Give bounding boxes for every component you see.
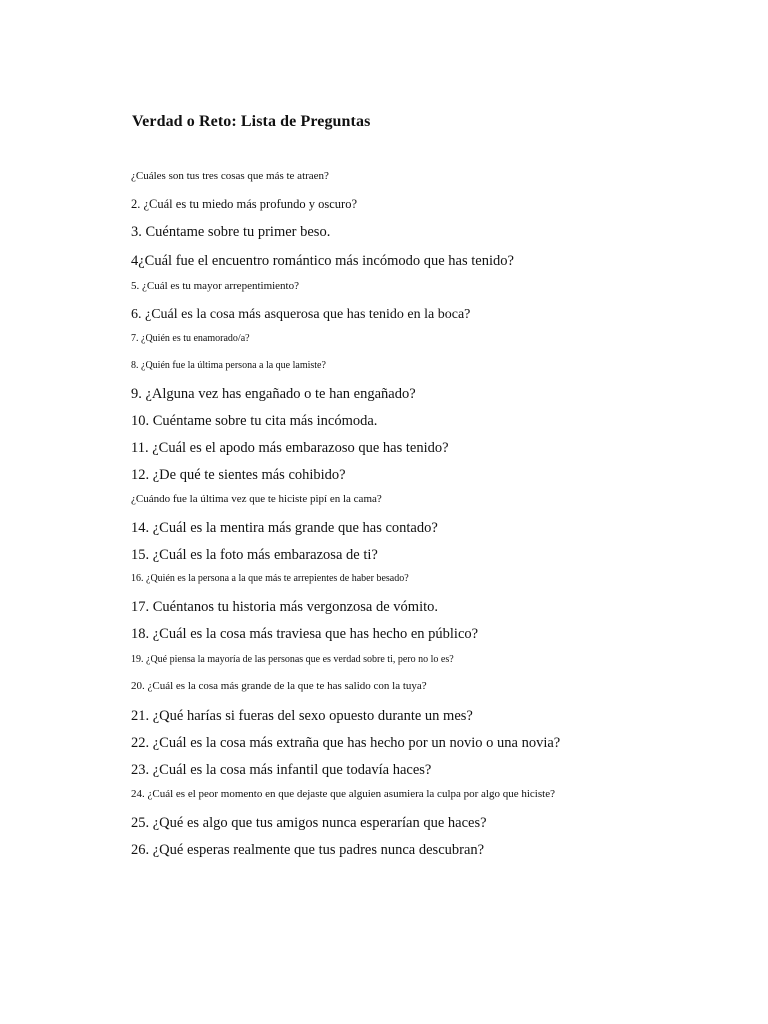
question-item: 3. Cuéntame sobre tu primer beso. [131, 224, 331, 240]
question-item: 14. ¿Cuál es la mentira más grande que has contado? [131, 520, 438, 536]
question-item: 4¿Cuál fue el encuentro romántico más incómodo que has tenido? [131, 253, 514, 269]
question-item: 15. ¿Cuál es la foto más embarazosa de ti? [131, 547, 378, 563]
question-item: 22. ¿Cuál es la cosa más extraña que has hecho por un novio o una novia? [131, 735, 561, 751]
question-item: 12. ¿De qué te sientes más cohibido? [131, 467, 346, 483]
question-item: 5. ¿Cuál es tu mayor arrepentimiento? [131, 280, 299, 292]
question-item: ¿Cuáles son tus tres cosas que más te atraen? [131, 170, 329, 182]
question-item: 21. ¿Qué harías si fueras del sexo opuesto durante un mes? [131, 708, 473, 724]
question-item: 8. ¿Quién fue la última persona a la que lamiste? [131, 360, 326, 371]
question-item: ¿Cuándo fue la última vez que te hiciste pipí en la cama? [131, 493, 382, 505]
question-item: 25. ¿Qué es algo que tus amigos nunca esperarían que haces? [131, 815, 487, 831]
document-title: Verdad o Reto: Lista de Preguntas [132, 113, 371, 130]
question-item: 10. Cuéntame sobre tu cita más incómoda. [131, 413, 378, 429]
question-item: 9. ¿Alguna vez has engañado o te han engañado? [131, 386, 416, 402]
question-item: 24. ¿Cuál es el peor momento en que dejaste que alguien asumiera la culpa por algo que hiciste? [131, 788, 555, 800]
question-item: 23. ¿Cuál es la cosa más infantil que todavía haces? [131, 762, 432, 778]
question-item: 11. ¿Cuál es el apodo más embarazoso que has tenido? [131, 440, 449, 456]
question-item: 20. ¿Cuál es la cosa más grande de la que te has salido con la tuya? [131, 680, 427, 692]
question-item: 6. ¿Cuál es la cosa más asquerosa que has tenido en la boca? [131, 307, 471, 322]
question-item: 7. ¿Quién es tu enamorado/a? [131, 333, 250, 344]
question-item: 2. ¿Cuál es tu miedo más profundo y oscuro? [131, 197, 357, 211]
question-item: 26. ¿Qué esperas realmente que tus padres nunca descubran? [131, 842, 485, 858]
question-item: 17. Cuéntanos tu historia más vergonzosa de vómito. [131, 599, 439, 615]
question-item: 16. ¿Quién es la persona a la que más te arrepientes de haber besado? [131, 573, 409, 584]
question-item: 19. ¿Qué piensa la mayoría de las personas que es verdad sobre ti, pero no lo es? [131, 654, 454, 665]
question-item: 18. ¿Cuál es la cosa más traviesa que has hecho en público? [131, 626, 479, 642]
